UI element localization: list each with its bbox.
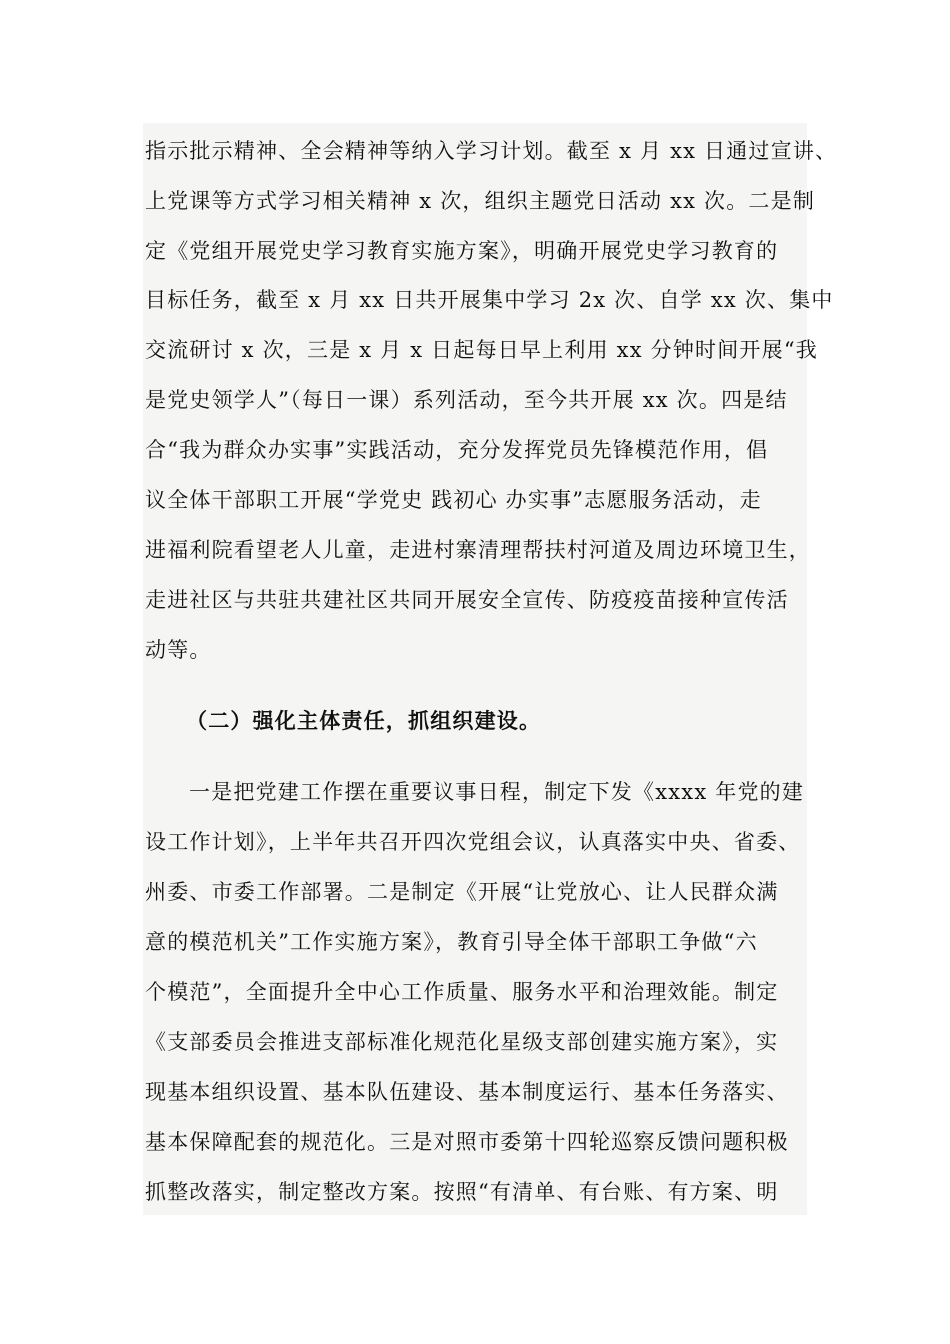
paragraph-2-line-8: 基本保障配套的规范化。三是对照市委第十四轮巡察反馈问题积极 [145, 1130, 789, 1154]
paragraph-1-line-4: 目标任务，截至 x 月 xx 日共开展集中学习 2x 次、自学 xx 次、集中 [145, 288, 834, 312]
paragraph-2-line-2: 设工作计划》，上半年共召开四次党组会议，认真落实中央、省委、 [145, 830, 801, 854]
section-heading: （二）强化主体责任，抓组织建设。 [186, 708, 542, 733]
paragraph-2-line-4: 意的模范机关”工作实施方案》，教育引导全体干部职工争做“六 [145, 930, 758, 954]
paragraph-2-line-5: 个模范”，全面提升全中心工作质量、服务水平和治理效能。制定 [145, 980, 779, 1004]
paragraph-1-line-3: 定《党组开展党史学习教育实施方案》，明确开展党史学习教育的 [145, 239, 779, 263]
paragraph-1-line-11: 动等。 [145, 638, 212, 662]
paragraph-1-line-10: 走进社区与共驻共建社区共同开展安全宣传、防疫疫苗接种宣传活 [145, 588, 789, 612]
paragraph-1-line-2: 上党课等方式学习相关精神 x 次，组织主题党日活动 xx 次。二是制 [145, 189, 816, 213]
paragraph-2-line-3: 州委、市委工作部署。二是制定《开展“让党放心、让人民群众满 [145, 880, 779, 904]
paragraph-1-line-6: 是党史领学人”（每日一课）系列活动，至今共开展 xx 次。四是结 [145, 388, 788, 412]
paragraph-1-line-5: 交流研讨 x 次，三是 x 月 x 日起每日早上利用 xx 分钟时间开展“我 [145, 338, 818, 362]
paragraph-2-line-7: 现基本组织设置、基本队伍建设、基本制度运行、基本任务落实、 [145, 1080, 789, 1104]
paragraph-2-line-6: 《支部委员会推进支部标准化规范化星级支部创建实施方案》，实 [145, 1030, 779, 1054]
paragraph-1-line-8: 议全体干部职工开展“学党史 践初心 办实事”志愿服务活动，走 [145, 488, 762, 512]
paragraph-2-line-1: 一是把党建工作摆在重要议事日程，制定下发《xxxx 年党的建 [189, 780, 805, 804]
paragraph-1-line-9: 进福利院看望老人儿童，走进村寨清理帮扶村河道及周边环境卫生， [145, 538, 811, 562]
paragraph-1-line-1: 指示批示精神、全会精神等纳入学习计划。截至 x 月 xx 日通过宣讲、 [145, 139, 838, 163]
paragraph-1-line-7: 合“我为群众办实事”实践活动，充分发挥党员先锋模范作用，倡 [145, 438, 769, 462]
paragraph-2-line-9: 抓整改落实，制定整改方案。按照“有清单、有台账、有方案、明 [145, 1180, 779, 1204]
